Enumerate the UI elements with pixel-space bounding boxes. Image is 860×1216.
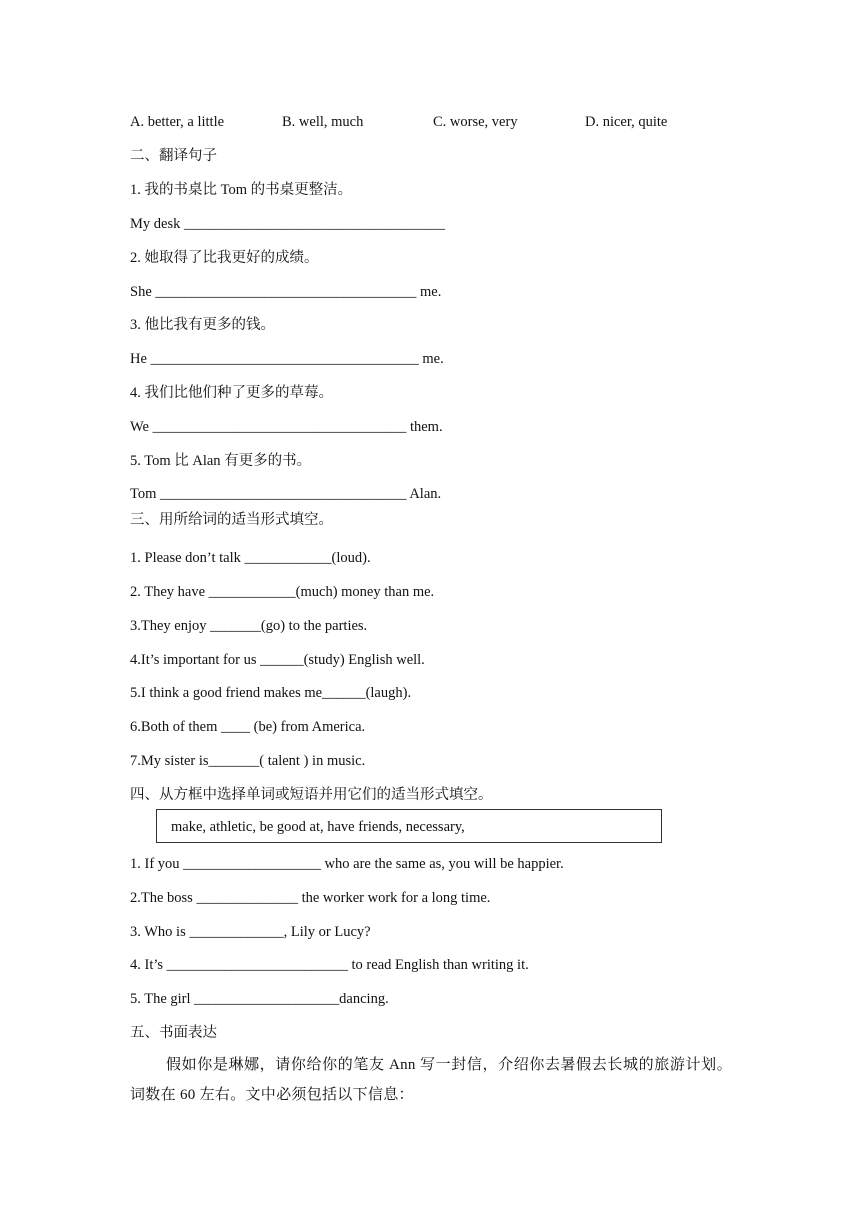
- fill-item-2: 2. They have ____________(much) money than me.: [130, 584, 435, 600]
- writing-prompt: 假如你是琳娜，请你给你的笔友 Ann 写一封信，介绍你去暑假去长城的旅游计划。词数在 60 左右。文中必须包括以下信息：: [130, 1057, 732, 1103]
- section2-heading: 二、翻译句子: [130, 148, 217, 164]
- fill-item-1: 1. Please don’t talk ____________(loud).: [130, 550, 371, 566]
- translate-item-2-cn: 2. 她取得了比我更好的成绩。: [130, 250, 319, 266]
- translate-item-3-cn: 3. 他比我有更多的钱。: [130, 317, 275, 333]
- box-fill-item-5: 5. The girl ____________________dancing.: [130, 991, 389, 1007]
- box-fill-item-3: 3. Who is _____________, Lily or Lucy?: [130, 924, 371, 940]
- option-a: A. better, a little: [130, 114, 225, 130]
- translate-item-1-en: My desk ____________________________________: [130, 216, 445, 232]
- translate-item-2-en: She ____________________________________ me.: [130, 284, 442, 300]
- box-fill-item-1: 1. If you ___________________ who are the same as, you will be happier.: [130, 856, 564, 872]
- translate-item-4-cn: 4. 我们比他们种了更多的草莓。: [130, 385, 333, 401]
- section4-heading: 四、从方框中选择单词或短语并用它们的适当形式填空。: [130, 787, 493, 803]
- box-fill-item-2: 2.The boss ______________ the worker work for a long time.: [130, 890, 491, 906]
- translate-item-4-en: We ___________________________________ them.: [130, 419, 443, 435]
- word-box-text: make, athletic, be good at, have friends, necessary,: [171, 819, 465, 835]
- fill-item-7: 7.My sister is_______( talent ) in music.: [130, 753, 366, 769]
- option-d: D. nicer, quite: [585, 114, 668, 130]
- fill-item-5: 5.I think a good friend makes me______(laugh).: [130, 685, 412, 701]
- translate-item-5-cn: 5. Tom 比 Alan 有更多的书。: [130, 453, 312, 469]
- fill-item-4: 4.It’s important for us ______(study) English well.: [130, 652, 425, 668]
- option-b: B. well, much: [282, 114, 364, 130]
- translate-item-5-en: Tom __________________________________ Alan.: [130, 486, 442, 502]
- box-fill-item-4: 4. It’s _________________________ to read English than writing it.: [130, 957, 529, 973]
- section5-heading: 五、书面表达: [130, 1025, 217, 1041]
- section3-heading: 三、用所给词的适当形式填空。: [130, 512, 333, 528]
- option-c: C. worse, very: [433, 114, 518, 130]
- translate-item-1-cn: 1. 我的书桌比 Tom 的书桌更整洁。: [130, 182, 353, 198]
- fill-item-3: 3.They enjoy _______(go) to the parties.: [130, 618, 368, 634]
- word-box: [156, 809, 662, 843]
- translate-item-3-en: He _____________________________________ me.: [130, 351, 444, 367]
- fill-item-6: 6.Both of them ____ (be) from America.: [130, 719, 366, 735]
